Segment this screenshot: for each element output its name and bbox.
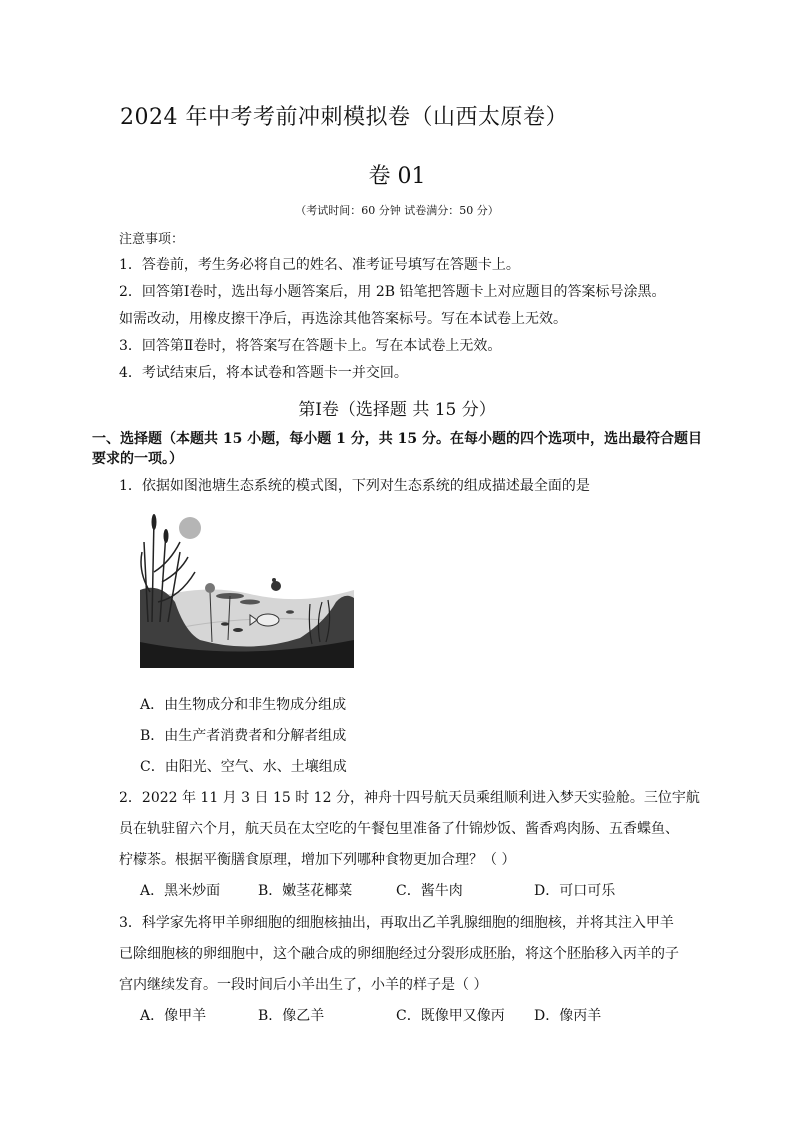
note-item: 2．回答第Ⅰ卷时，选出每小题答案后，用 2B 铅笔把答题卡上对应题目的答案标号涂黑。 — [119, 284, 666, 300]
option-c: C．酱牛肉 — [396, 883, 463, 899]
section-title: 第Ⅰ卷（选择题 共 15 分） — [298, 400, 496, 420]
note-item: 如需改动，用橡皮擦干净后，再选涂其他答案标号。写在本试卷上无效。 — [119, 311, 567, 327]
option-b: B．像乙羊 — [258, 1008, 325, 1024]
note-item: 1．答卷前，考生务必将自己的姓名、准考证号填写在答题卡上。 — [119, 257, 520, 273]
pond-ecosystem-figure — [140, 512, 354, 668]
option-c: C．由阳光、空气、水、土壤组成 — [140, 759, 347, 775]
option-b: B．嫩茎花椰菜 — [258, 883, 353, 899]
paper-number: 卷 01 — [368, 164, 426, 189]
question-stem: 1．依据如图池塘生态系统的模式图，下列对生态系统的组成描述最全面的是 — [119, 478, 590, 494]
option-d: D．像丙羊 — [534, 1008, 602, 1024]
question-stem: 员在轨驻留六个月，航天员在太空吃的午餐包里准备了什锦炒饭、酱香鸡肉肠、五香蝶鱼、 — [119, 821, 679, 837]
note-item: 3．回答第Ⅱ卷时，将答案写在答题卡上。写在本试卷上无效。 — [119, 338, 502, 354]
question-stem: 3．科学家先将甲羊卵细胞的细胞核抽出，再取出乙羊乳腺细胞的细胞核，并将其注入甲羊 — [119, 915, 674, 931]
option-b: B．由生产者消费者和分解者组成 — [140, 728, 347, 744]
question-stem: 2．2022 年 11 月 3 日 15 时 12 分，神舟十四号航天员乘组顺利进入梦天实验舱。三位宇航 — [119, 790, 700, 806]
question-stem: 宫内继续发育。一段时间后小羊出生了，小羊的样子是（ ） — [119, 977, 488, 993]
option-a: A．由生物成分和非生物成分组成 — [140, 697, 347, 713]
sun-icon — [179, 517, 201, 539]
option-d: D．可口可乐 — [534, 883, 616, 899]
note-item: 4．考试结束后，将本试卷和答题卡一并交回。 — [119, 365, 408, 381]
option-a: A．黑米炒面 — [140, 883, 221, 899]
section-instruction: 要求的一项。） — [92, 451, 183, 467]
option-c: C．既像甲又像丙 — [396, 1008, 505, 1024]
notes-heading: 注意事项： — [119, 232, 185, 247]
question-stem: 柠檬茶。根据平衡膳食原理，增加下列哪种食物更加合理？（ ） — [119, 852, 516, 868]
question-stem: 已除细胞核的卵细胞中，这个融合成的卵细胞经过分裂形成胚胎，将这个胚胎移入丙羊的子 — [119, 946, 679, 962]
section-instruction: 一、选择题（本题共 15 小题，每小题 1 分，共 15 分。在每小题的四个选项中，选出最符合题目 — [92, 431, 702, 447]
option-a: A．像甲羊 — [140, 1008, 207, 1024]
exam-title: 2024 年中考考前冲刺模拟卷（山西太原卷） — [120, 105, 568, 130]
exam-info: （考试时间：60 分钟 试卷满分：50 分） — [295, 204, 499, 217]
